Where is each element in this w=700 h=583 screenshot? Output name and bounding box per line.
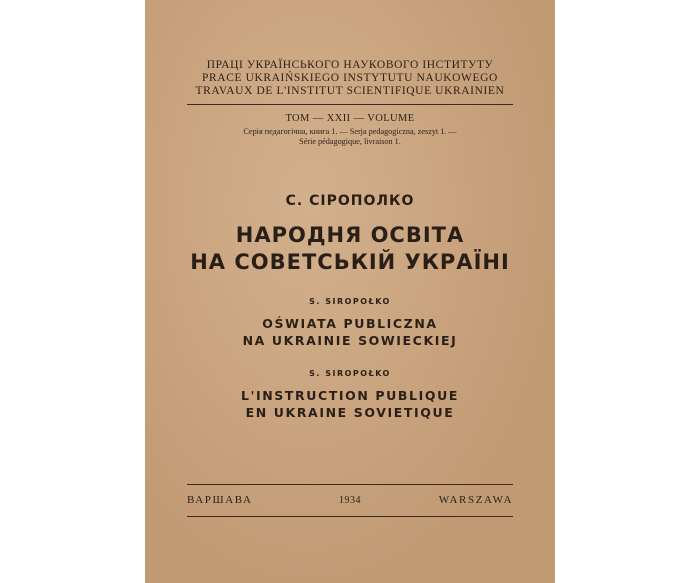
divider — [187, 104, 513, 105]
imprint-city-polish: WARSZAWA — [438, 494, 513, 506]
series-note-line: Серія педагогічна, книга 1. — Serja pedagogiczna, zeszyt 1. — — [243, 127, 457, 136]
series-title-polish: PRACE UKRAIŃSKIEGO INSTYTUTU NAUKOWEGO — [202, 72, 498, 84]
title-french-line: L'INSTRUCTION PUBLIQUE — [241, 388, 459, 403]
title-ukrainian-line: НА СОВЕТСЬКІЙ УКРАЇНІ — [190, 250, 510, 274]
author-polish: S. SIROPOŁKO — [309, 297, 391, 306]
author-french: S. SIROPOŁKO — [309, 369, 391, 378]
series-title-french: TRAVAUX DE L'INSTITUT SCIENTIFIQUE UKRAINIEN — [195, 85, 505, 97]
imprint-city-ukrainian: ВАРШАВА — [187, 494, 253, 506]
title-ukrainian — [145, 222, 555, 276]
series-note-line: Série pédagogique, livraison 1. — [299, 137, 401, 146]
title-polish-line: OŚWIATA PUBLICZNA — [262, 316, 438, 331]
title-ukrainian-line: НАРОДНЯ ОСВІТА — [235, 223, 465, 247]
volume-label: TOM — XXII — VOLUME — [285, 113, 415, 124]
title-polish — [145, 315, 555, 349]
divider — [187, 484, 513, 485]
series-title — [145, 59, 555, 98]
imprint-year: 1934 — [339, 495, 361, 506]
series-title-ukrainian: ПРАЦІ УКРАЇНСЬКОГО НАУКОВОГО ІНСТИТУТУ — [206, 59, 494, 71]
title-french-line: EN UKRAINE SOVIETIQUE — [245, 405, 455, 420]
title-polish-line: NA UKRAINIE SOWIECKIEJ — [242, 333, 458, 348]
author-ukrainian: С. СІРОПОЛКО — [285, 193, 415, 209]
series-note — [145, 127, 555, 147]
title-french — [145, 387, 555, 421]
book-cover — [145, 0, 555, 583]
divider — [187, 516, 513, 517]
